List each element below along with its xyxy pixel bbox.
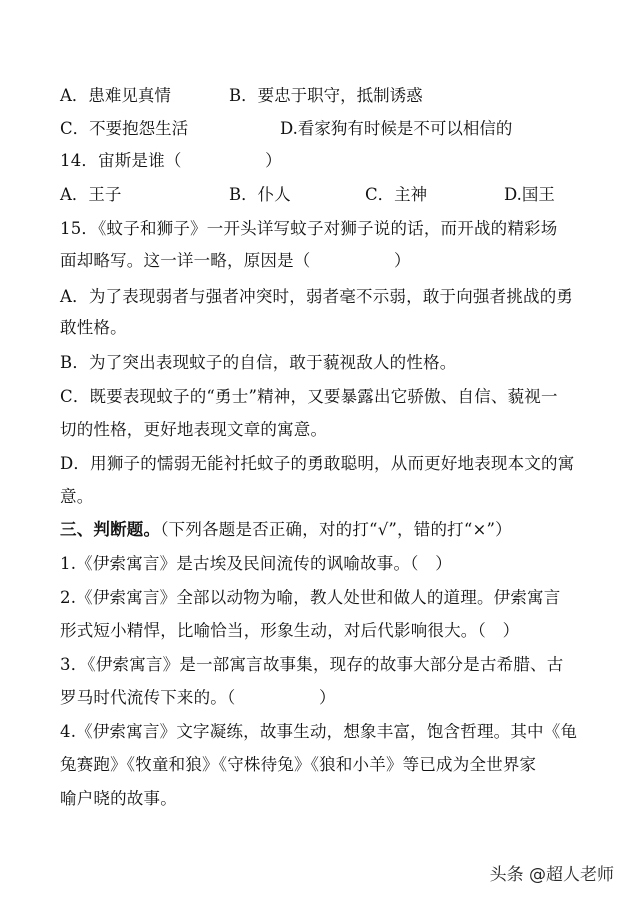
judge-item-4-line3: 喻户晓的故事。 [60, 789, 177, 808]
q15-option-a-line1: A．为了表现弱者与强者冲突时，弱者毫不示弱，敢于向强者挑战的勇 [60, 287, 574, 306]
section3-instruction: （下列各题是否正确，对的打“√”，错的打“×”） [160, 520, 512, 539]
section3-heading-row [60, 518, 512, 542]
section3-heading: 三、判断题。 [60, 520, 161, 539]
q13-option-d: D.看家狗有时候是不可以相信的 [280, 119, 513, 138]
q14-option-c: C．主神 [365, 185, 428, 204]
q13-option-c: C．不要抱怨生活 [60, 119, 189, 138]
judge-item-3-line2: 罗马时代流传下来的。（ ） [60, 688, 336, 707]
judge-item-3-line1: 3．《伊索寓言》是一部寓言故事集，现存的故事大部分是古希腊、古 [60, 655, 564, 674]
q14-stem: 14．宙斯是谁（ ） [60, 151, 282, 170]
q15-option-a-line2: 敢性格。 [60, 318, 127, 337]
q14-option-b: B．仆人 [229, 185, 291, 204]
judge-item-4-line1: 4.《伊索寓言》文字凝练，故事生动，想象丰富，饱含哲理。其中《龟 [60, 722, 578, 741]
q15-option-b: B．为了突出表现蚊子的自信，敢于藐视敌人的性格。 [60, 353, 457, 372]
judge-item-1: 1.《伊索寓言》是古埃及民间流传的讽喻故事。（ ） [60, 554, 452, 573]
q15-option-c-line1: C．既要表现蚊子的“勇士”精神，又要暴露出它骄傲、自信、藐视一 [60, 387, 558, 406]
judge-item-4-line2: 兔赛跑》《牧童和狼》《守株待兔》《狼和小羊》等已成为全世界家 [60, 755, 537, 774]
watermark-text: 头条 @超人老师 [489, 865, 614, 885]
q14-option-d: D.国王 [504, 185, 555, 204]
judge-item-2-line1: 2.《伊索寓言》全部以动物为喻，教人处世和做人的道理。伊索寓言 [60, 588, 561, 607]
q15-option-c-line2: 切的性格，更好地表现文章的寓意。 [60, 420, 328, 439]
q15-stem-line1: 15．《蚊子和狮子》一开头详写蚊子对狮子说的话，而开战的精彩场 [60, 219, 558, 238]
q13-option-b: B．要忠于职守，抵制诱惑 [229, 86, 423, 105]
q15-stem-line2: 面却略写。这一详一略，原因是（ ） [60, 251, 411, 270]
judge-item-2-line2: 形式短小精悍，比喻恰当，形象生动，对后代影响很大。（ ） [60, 621, 520, 640]
q13-option-a: A．患难见真情 [60, 86, 171, 105]
q15-option-d-line1: D．用狮子的懦弱无能衬托蚊子的勇敢聪明，从而更好地表现本文的寓 [60, 454, 575, 473]
q14-option-a: A．王子 [60, 185, 122, 204]
q15-option-d-line2: 意。 [60, 487, 94, 506]
